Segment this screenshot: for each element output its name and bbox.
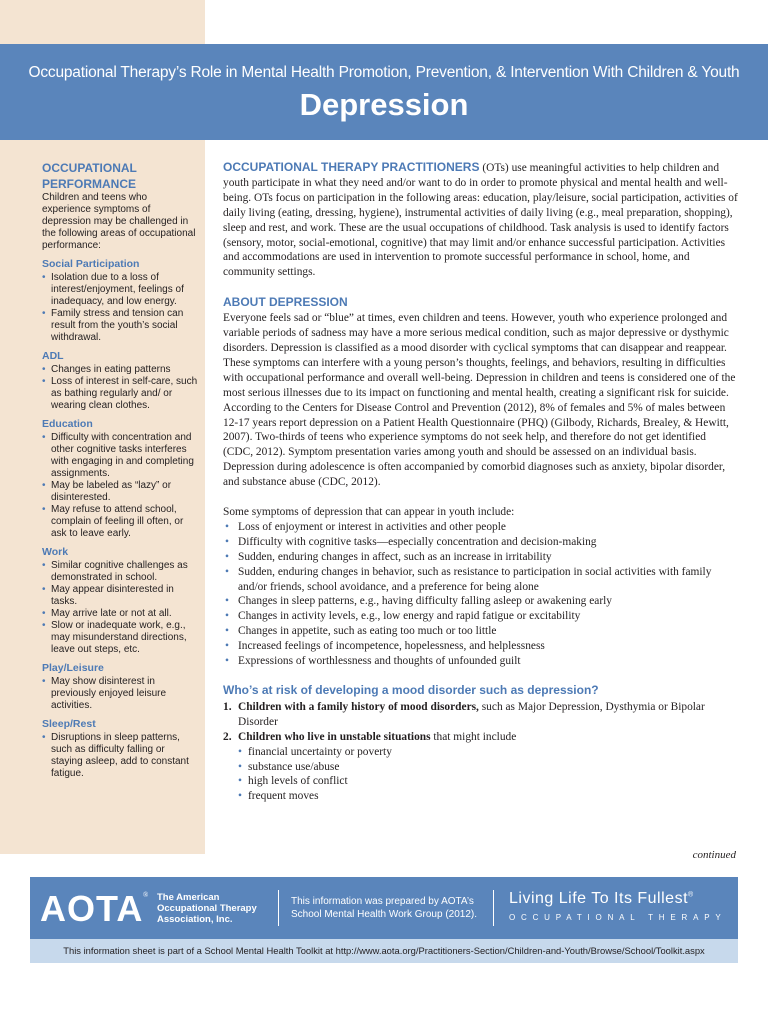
sidebar-section-title: Play/Leisure (42, 662, 104, 674)
list-item: • Expressions of worthlessness and thoughts of unfounded guilt (223, 654, 738, 669)
toolkit-note: This information sheet is part of a School Mental Health Toolkit at http://www.aota.org/Practitioners-Section/Children-and-Youth/Browse/School/Toolkit.aspx (30, 939, 738, 963)
page-title: Depression (299, 87, 469, 122)
list-item: • May be labeled as “lazy” or disinterested. (42, 480, 198, 504)
sidebar-section-list (42, 676, 198, 712)
sidebar-section-list (42, 364, 198, 412)
list-item: • May show disinterest in previously enjoyed leisure activities. (42, 676, 198, 712)
list-item: 1. Children with a family history of mood disorders, such as Major Depression, Dysthymia or Bipolar Disorder (223, 700, 705, 728)
list-item: • Loss of interest in self-care, such as bathing regularly and/ or wearing clean clothes. (42, 376, 198, 412)
list-item: • Disruptions in sleep patterns, such as difficulty falling or staying asleep, add to constant fatigue. (42, 732, 198, 780)
list-item: • frequent moves (238, 789, 738, 804)
footer-banner (30, 877, 738, 939)
risk-list (223, 700, 738, 804)
list-item: • Increased feelings of incompetence, hopelessness, and helplessness (223, 639, 738, 654)
sidebar-section-title: Social Participation (42, 258, 140, 270)
list-item: • Similar cognitive challenges as demonstrated in school. (42, 560, 198, 584)
symptoms-list (223, 520, 738, 669)
list-item: • Changes in eating patterns (42, 364, 198, 376)
sidebar-section-title: Sleep/Rest (42, 718, 96, 730)
list-item: • Sudden, enduring changes in affect, such as an increase in irritability (223, 550, 738, 565)
list-item: • Difficulty with concentration and other cognitive tasks interferes with engaging in and completing assignments. (42, 432, 198, 480)
registered-mark: ® (143, 891, 149, 899)
list-item: • May appear disinterested in tasks. (42, 584, 198, 608)
aota-logo: AOTA (40, 888, 144, 929)
tagline-subtitle: OCCUPATIONAL THERAPY (509, 913, 727, 922)
footer-divider (493, 890, 494, 926)
sidebar-occupational-performance (42, 160, 198, 780)
risk-heading: Who’s at risk of developing a mood disorder such as depression? (223, 683, 599, 697)
list-item: 2. Children who live in unstable situations that might include • financial uncertainty or poverty • substance use/abuse • high levels of conflict • frequent moves (223, 730, 738, 805)
about-heading: ABOUT DEPRESSION (223, 295, 348, 310)
sidebar-section-title: Education (42, 418, 93, 430)
sidebar-heading: OCCUPATIONAL PERFORMANCE (42, 161, 137, 191)
prepared-by-note: This information was prepared by AOTA’s School Mental Health Work Group (2012). (291, 896, 478, 920)
sidebar-section-title: ADL (42, 350, 64, 362)
list-item: • Difficulty with cognitive tasks—especially concentration and decision-making (223, 535, 738, 550)
footer-divider (278, 890, 279, 926)
sidebar-section-list (42, 560, 198, 656)
sidebar-section-list (42, 732, 198, 780)
sidebar-section-list (42, 272, 198, 344)
continued-note: continued (692, 849, 736, 861)
header-subtitle: Occupational Therapy’s Role in Mental Health Promotion, Prevention, & Intervention With Children & Youth (28, 64, 740, 81)
about-paragraph: Everyone feels sad or “blue” at times, even children and teens. However, youth who experience prolonged and variable periods of sadness may have a more serious medical condition, such as major depressive or dysthymic disorders. Depression is classified as a mood disorder with cyclical symptoms that can disappear and reappear. These symptoms can interfere with a young person’s thoughts, feelings, and behaviors, resulting in difficulties with occupational performance and overall well-being. Depression in children and teens is considered one of the most serious illnesses due to its impact on functioning and mental health, creating a significant risk for suicide. According to the Centers for Disease Control and Prevention (2012), 8% of females and 5% of males between 12-17 years report depression on a Patient Health Questionnaire (PHQ) (Gilbody, Richards, Brealey, & Hewitt, 2007). Two-thirds of teens who experience symptoms do not seek help, and therefore do not get identified (CDC, 2012). Symptom presentation varies among youth and should be assessed on an individual basis. Depression during adolescence is often accompanied by comorbid diagnoses such as anxiety, bipolar disorder, and substance abuse (CDC, 2012). (223, 312, 736, 489)
sidebar-intro: Children and teens who experience symptoms of depression may be challenged in the following areas of occupational performance: (42, 192, 196, 251)
list-item: • Family stress and tension can result from the youth’s social withdrawal. (42, 308, 198, 344)
list-item: • Slow or inadequate work, e.g., may misunderstand directions, leave out steps, etc. (42, 620, 198, 656)
main-content (223, 160, 738, 804)
sidebar-section-list (42, 432, 198, 540)
intro-paragraph (223, 160, 738, 280)
risk-sub-list (238, 745, 738, 805)
symptoms-intro: Some symptoms of depression that can appear in youth include: (223, 506, 515, 519)
list-item: • substance use/abuse (238, 760, 738, 775)
intro-text: (OTs) use meaningful activities to help children and youth participate in what they need and/or want to do in order to promote physical and mental health and well-being. OTs focus on participation in the following areas: education, play/leisure, social participation, activities of daily living (eating, dressing, hygiene), instrumental activities of daily living (e.g., meal preparation, shopping), sleep and rest, and work. These are the usual occupations of childhood. Task analysis is used to identify factors (sensory, motor, social-emotional, cognitive) that may limit and/or enhance successful participation. Activities and accommodations are used in intervention to promote successful performance in school, home, and community settings. (223, 162, 738, 279)
list-item: • financial uncertainty or poverty (238, 745, 738, 760)
list-item: • May refuse to attend school, complain of feeling ill often, or ask to leave early. (42, 504, 198, 540)
list-item: • Changes in appetite, such as eating too much or too little (223, 624, 738, 639)
intro-lead: OCCUPATIONAL THERAPY PRACTITIONERS (223, 160, 480, 174)
list-item: • Changes in activity levels, e.g., low energy and rapid fatigue or excitability (223, 609, 738, 624)
list-item: • Sudden, enduring changes in behavior, such as resistance to participation in social activities with family and/or friends, school avoidance, and a preference for being alone (223, 565, 738, 595)
association-name: The American Occupational Therapy Association, Inc. (157, 892, 257, 925)
list-item: • Changes in sleep patterns, e.g., having difficulty falling asleep or awakening early (223, 594, 738, 609)
sidebar-section-title: Work (42, 546, 69, 558)
tagline: Living Life To Its Fullest® (509, 890, 694, 907)
list-item: • high levels of conflict (238, 774, 738, 789)
page-header (0, 44, 768, 140)
list-item: • Isolation due to a loss of interest/enjoyment, feelings of inadequacy, and low energy. (42, 272, 198, 308)
list-item: • May arrive late or not at all. (42, 608, 198, 620)
list-item: • Loss of enjoyment or interest in activities and other people (223, 520, 738, 535)
